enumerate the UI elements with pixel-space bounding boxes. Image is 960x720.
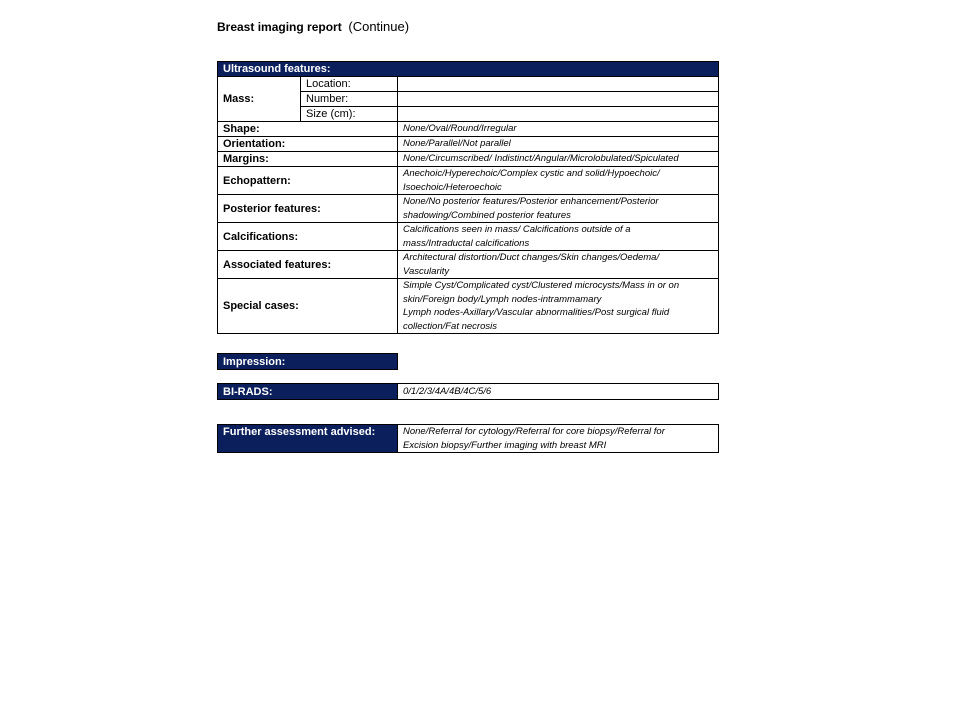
calcifications-options [398,223,719,251]
mass-number-label: Number: [301,92,398,107]
calcifications-label: Calcifications: [218,223,398,251]
mass-location-label: Location: [301,77,398,92]
margins-options [398,152,719,167]
mass-size-value[interactable] [398,107,719,122]
special-cases-option-line: collection/Fat necrosis [403,320,497,332]
further-assessment-option-line: None/Referral for cytology/Referral for core biopsy/Referral for [403,426,665,437]
special-cases-option-line: Lymph nodes-Axillary/Vascular abnormalities/Post surgical fluid [403,307,670,318]
report-title-suffix: (Continue) [348,19,410,34]
mass-number-value[interactable] [398,92,719,107]
further-assessment-label: Further assessment advised: [218,425,398,453]
associated-features-options [398,251,719,279]
special-cases-option-line: skin/Foreign body/Lymph nodes-intrammamary [403,293,602,305]
special-cases-label: Special cases: [218,279,398,334]
orientation-options [398,137,719,152]
margins-label: Margins: [218,152,398,167]
birads-label: BI-RADS: [218,384,398,400]
associated-features-option-line: Vascularity [403,265,450,277]
margins-option-line: None/Circumscribed/ Indistinct/Angular/Microlobulated/Spiculated [403,153,679,165]
shape-label: Shape: [218,122,398,137]
ultrasound-features-header: Ultrasound features: [218,62,719,77]
shape-option-line: None/Oval/Round/Irregular [403,123,517,135]
ultrasound-features-table [217,61,719,334]
associated-features-label: Associated features: [218,251,398,279]
orientation-label: Orientation: [218,137,398,152]
posterior-features-option-line: shadowing/Combined posterior features [403,209,571,221]
birads-table [217,383,719,400]
echopattern-option-line: Isoechoic/Heteroechoic [403,181,502,193]
mass-label: Mass: [218,77,301,122]
posterior-features-options [398,195,719,223]
further-assessment-options [398,425,719,453]
further-assessment-option-line: Excision biopsy/Further imaging with breast MRI [403,439,607,451]
associated-features-option-line: Architectural distortion/Duct changes/Skin changes/Oedema/ [403,252,660,263]
mass-location-value[interactable] [398,77,719,92]
calcifications-option-line: mass/Intraductal calcifications [403,237,530,249]
further-assessment-table [217,424,719,453]
birads-options: 0/1/2/3/4A/4B/4C/5/6 [398,384,719,400]
echopattern-options [398,167,719,195]
report-title [217,19,409,34]
calcifications-option-line: Calcifications seen in mass/ Calcifications outside of a [403,224,631,235]
impression-table [217,353,398,370]
impression-label: Impression: [218,354,398,370]
report-title-text: Breast imaging report [217,20,342,34]
special-cases-options [398,279,719,334]
orientation-option-line: None/Parallel/Not parallel [403,138,511,150]
special-cases-option-line: Simple Cyst/Complicated cyst/Clustered microcysts/Mass in or on [403,280,680,291]
shape-options [398,122,719,137]
posterior-features-label: Posterior features: [218,195,398,223]
echopattern-option-line: Anechoic/Hyperechoic/Complex cystic and solid/Hypoechoic/ [403,168,660,179]
echopattern-label: Echopattern: [218,167,398,195]
posterior-features-option-line: None/No posterior features/Posterior enhancement/Posterior [403,196,659,207]
mass-size-label: Size (cm): [301,107,398,122]
